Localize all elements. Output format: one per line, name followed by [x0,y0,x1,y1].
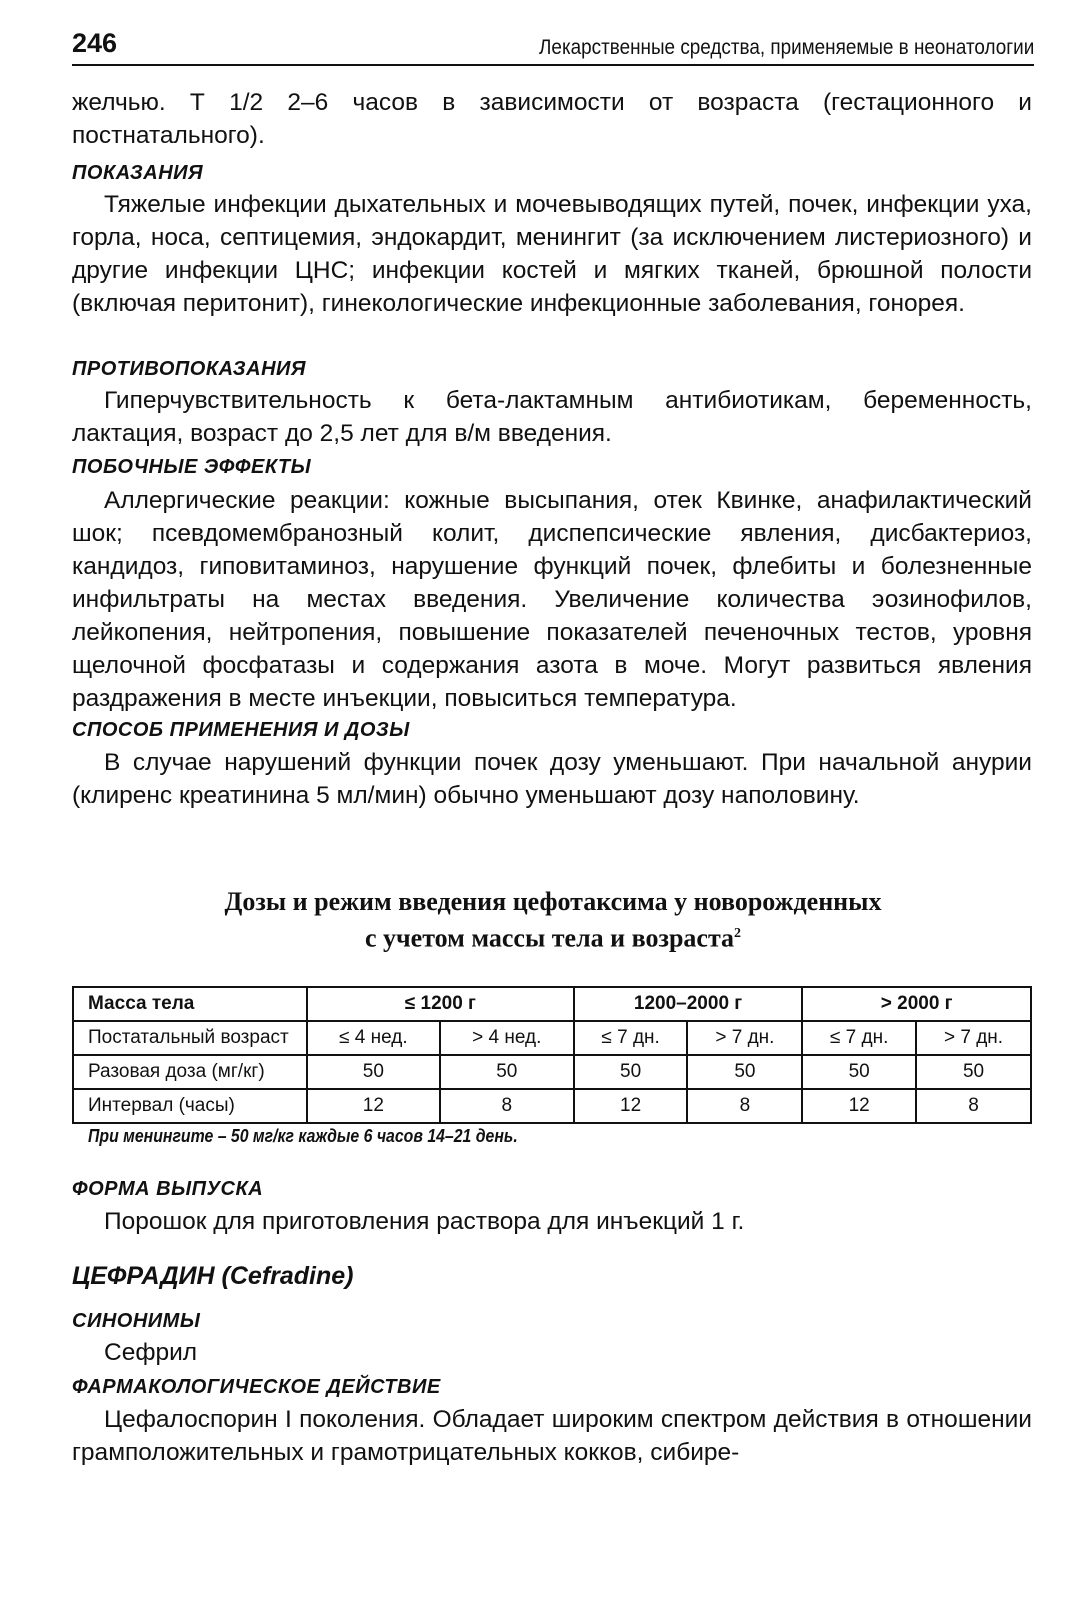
table-caption-line2: с учетом массы тела и возраста [364,923,735,953]
interval-cell: 12 [802,1089,916,1123]
interval-cell: 8 [440,1089,574,1123]
drug-title: ЦЕФРАДИН (Cefradine) [72,1262,354,1290]
interval-label-cell: Интервал (часы) [73,1089,307,1123]
interval-cell: 12 [574,1089,688,1123]
mass-group-cell: 1200–2000 г [574,987,803,1021]
indications-heading: ПОКАЗАНИЯ [72,162,204,184]
age-cell: > 7 дн. [687,1021,802,1055]
age-cell: ≤ 7 дн. [802,1021,916,1055]
interval-cell: 8 [916,1089,1031,1123]
intro-text: желчью. Т 1/2 2–6 часов в зависимости от возраста (гестационного и постнатального). [72,89,1032,149]
dosage-paragraph [72,746,1032,812]
table-row [73,1021,1031,1055]
dose-cell: 50 [687,1055,802,1089]
side-effects-text: Аллергические реакции: кожные высыпания, отек Квинке, анафилактический шок; псевдомембранозный колит, диспепсические явления, дисбактериоз, кандидоз, гиповитаминоз, нарушение функций почек, флебиты и болезненные инфильтраты на местах введения. Увеличение количества эозинофилов, лейкопения, нейтропения, повышение показателей печеночных тестов, уровня щелочной фосфатазы и содержания азота в моче. Могут развиться явления раздражения в месте инъекции, повыситься температура. [72,487,1032,712]
form-paragraph [72,1205,1032,1238]
dosage-heading: СПОСОБ ПРИМЕНЕНИЯ И ДОЗЫ [72,719,410,741]
synonyms-paragraph [72,1336,1032,1369]
dose-cell: 50 [307,1055,440,1089]
mass-group-cell: ≤ 1200 г [307,987,574,1021]
synonyms-heading: СИНОНИМЫ [72,1310,201,1332]
form-text: Порошок для приготовления раствора для инъекций 1 г. [104,1208,745,1235]
mass-group-cell: > 2000 г [802,987,1031,1021]
running-header [72,26,1034,64]
contraindications-paragraph [72,384,1032,450]
age-cell: > 4 нед. [440,1021,574,1055]
table-caption-line1: Дозы и режим введения цефотаксима у новорожденных [224,887,882,916]
interval-cell: 8 [687,1089,802,1123]
contraindications-text: Гиперчувствительность к бета-лактамным антибиотикам, беременность, лактация, возраст до 2,5 лет для в/м введения. [72,387,1032,447]
age-cell: ≤ 4 нед. [307,1021,440,1055]
synonyms-text: Сефрил [104,1339,198,1366]
side-effects-paragraph [72,484,1032,715]
action-text: Цефалоспорин I поколения. Обладает широким спектром действия в отношении грамположительных и грамотрицательных кокков, сибире- [72,1406,1032,1466]
dose-cell: 50 [574,1055,688,1089]
interval-cell: 12 [307,1089,440,1123]
dosage-text: В случае нарушений функции почек дозу уменьшают. При начальной анурии (клиренс креатинина 5 мл/мин) обычно уменьшают дозу наполовину. [72,749,1032,809]
running-title: Лекарственные средства, применяемые в неонатологии [538,36,1034,59]
table-caption [72,886,1034,955]
mass-label-cell: Масса тела [73,987,307,1021]
table-header-row [73,987,1031,1021]
action-heading: ФАРМАКОЛОГИЧЕСКОЕ ДЕЙСТВИЕ [72,1376,441,1398]
age-cell: ≤ 7 дн. [574,1021,688,1055]
side-effects-heading: ПОБОЧНЫЕ ЭФФЕКТЫ [72,456,312,478]
table-row [73,1055,1031,1089]
page-number: 246 [72,28,118,58]
footnote-mark: 2 [734,926,742,941]
age-label-cell: Постатальный возраст [73,1021,307,1055]
table-row [73,1089,1031,1123]
contraindications-heading: ПРОТИВОПОКАЗАНИЯ [72,358,307,380]
dose-cell: 50 [802,1055,916,1089]
indications-text: Тяжелые инфекции дыхательных и мочевыводящих путей, почек, инфекции уха, горла, носа, септицемия, эндокардит, менингит (за исключением листериозного) и другие инфекции ЦНС; инфекции костей и мягких тканей, брюшной полости (включая перитонит), гинекологические инфекционные заболевания, гонорея. [72,191,1032,317]
dose-cell: 50 [916,1055,1031,1089]
age-cell: > 7 дн. [916,1021,1031,1055]
dosage-table [72,986,1032,1124]
header-rule [72,64,1034,66]
action-paragraph [72,1403,1032,1469]
form-heading: ФОРМА ВЫПУСКА [72,1178,264,1200]
dose-cell: 50 [440,1055,574,1089]
intro-paragraph [72,86,1032,152]
indications-paragraph [72,188,1032,320]
table-note: При менингите – 50 мг/кг каждые 6 часов 14–21 день. [88,1126,518,1146]
dose-label-cell: Разовая доза (мг/кг) [73,1055,307,1089]
